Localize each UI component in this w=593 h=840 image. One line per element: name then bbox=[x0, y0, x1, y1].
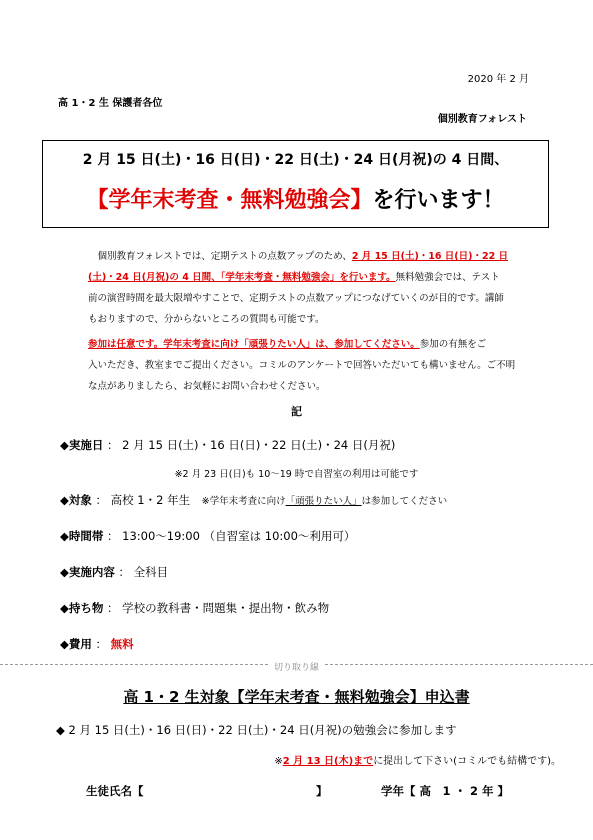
content-value: ： 全科目 bbox=[118, 565, 169, 579]
intro-line-4: もおりますので、分からないところの質問も可能です。 bbox=[88, 314, 325, 325]
intro-line-1 bbox=[88, 246, 548, 267]
bring-key: ◆持ち物 bbox=[60, 601, 104, 615]
cut-line-label bbox=[0, 660, 593, 673]
target-note-underlined: 「頑張りたい人」 bbox=[285, 496, 362, 507]
headline-title bbox=[43, 183, 548, 214]
intro-line-3: 前の演習時間を最大限増やすことで、定期テストの点数アップにつなげていくのが目的です。講師 bbox=[88, 293, 504, 304]
headline-suffix: を行います！ bbox=[372, 188, 505, 213]
bring-value: ： 学校の教科書・問題集・提出物・飲み物 bbox=[107, 601, 330, 615]
bring-item bbox=[60, 600, 329, 616]
target-value: ： 高校 1・2 年生 bbox=[95, 493, 191, 507]
fee-item bbox=[60, 636, 134, 652]
fee-colon: ： bbox=[95, 637, 111, 651]
ki-heading: 記 bbox=[291, 405, 302, 418]
participation-line-2: 入いただき、教室までご提出ください。コミルのアンケートで回答いただいても構いません。ご不明 bbox=[88, 360, 516, 371]
target-note-b: は参加してください bbox=[361, 496, 448, 507]
schedule-value: ： 2 月 15 日(土)・16 日(日)・22 日(土)・24 日(月祝) bbox=[107, 438, 396, 452]
headline-event-name: 【学年末考査・無料勉強会】 bbox=[86, 188, 373, 213]
fee-key: ◆費用 bbox=[60, 637, 92, 651]
participation-line-3: な点がありましたら、お気軽にお問い合わせください。 bbox=[88, 381, 326, 392]
time-key: ◆時間帯 bbox=[60, 529, 104, 543]
grade-field[interactable]: 学年【 高 1 ・ 2 年 】 bbox=[381, 784, 510, 798]
participation-paragraph bbox=[88, 334, 548, 397]
document-date: 2020 年 2 月 bbox=[467, 74, 529, 85]
cut-line-text: 切り取り線 bbox=[268, 663, 325, 673]
intro-text-1a: 個別教育フォレストでは、定期テストの点数アップのため、 bbox=[97, 251, 352, 262]
target-note-a: ※学年末考査に向け bbox=[201, 496, 286, 507]
intro-paragraph bbox=[88, 246, 548, 330]
deadline-suffix: に提出して下さい(コミルでも結構です)。 bbox=[373, 756, 561, 767]
participation-line-1 bbox=[88, 334, 548, 355]
target-note bbox=[202, 496, 448, 507]
schedule-item bbox=[60, 437, 395, 453]
schedule-key: ◆実施日 bbox=[60, 438, 104, 452]
student-name-field[interactable]: 生徒氏名【 】 bbox=[86, 784, 328, 798]
intro-dates-2: (土)・24 日(月祝)の 4 日間、「学年末考査・無料勉強会」を行います。 bbox=[88, 272, 396, 283]
target-key: ◆対象 bbox=[60, 493, 92, 507]
time-value: ： 13:00～19:00 （自習室は 10:00～利用可） bbox=[107, 529, 356, 543]
form-deadline bbox=[274, 752, 561, 767]
recipient-line: 高 1・2 生 保護者各位 bbox=[58, 98, 163, 109]
deadline-prefix: ※ bbox=[274, 756, 283, 767]
deadline-date: 2 月 13 日(木)まで bbox=[282, 756, 374, 767]
form-participation-line: ◆ 2 月 15 日(土)・16 日(日)・22 日(土)・24 日(月祝)の勉強会に参加します bbox=[56, 723, 457, 737]
sender-line: 個別教育フォレスト bbox=[437, 114, 527, 125]
fee-value: 無料 bbox=[110, 637, 134, 651]
participation-text-1b: 参加の有無をご bbox=[419, 339, 487, 350]
intro-text-2b: 無料勉強会では、テスト bbox=[395, 272, 500, 283]
schedule-note: ※2 月 23 日(日)も 10～19 時で自習室の利用は可能です bbox=[174, 469, 419, 480]
content-item bbox=[60, 564, 168, 580]
participation-notice: 参加は任意です。学年末考査に向け「頑張りたい人」は、参加してください。 bbox=[88, 339, 420, 350]
form-title bbox=[0, 686, 593, 707]
time-item bbox=[60, 528, 355, 544]
content-key: ◆実施内容 bbox=[60, 565, 115, 579]
intro-dates-1: 2 月 15 日(土)・16 日(日)・22 日 bbox=[351, 251, 509, 262]
form-title-text: 高 1・2 生対象【学年末考査・無料勉強会】申込書 bbox=[123, 688, 470, 706]
headline-box bbox=[42, 140, 549, 228]
intro-line-2 bbox=[88, 267, 548, 288]
target-item bbox=[60, 492, 447, 508]
headline-dates: 2 月 15 日(土)・16 日(日)・22 日(土)・24 日(月祝)の 4 日間、 bbox=[82, 152, 509, 168]
